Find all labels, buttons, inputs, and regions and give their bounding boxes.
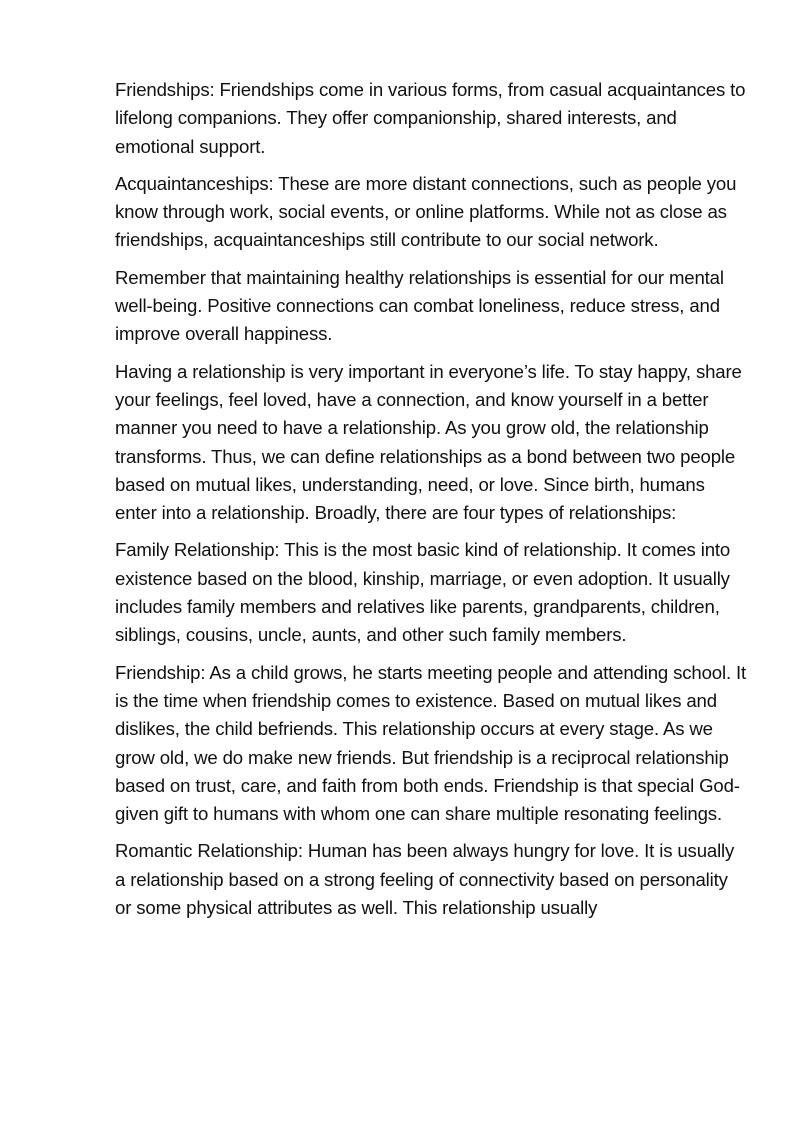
paragraph-healthy-relationships: Remember that maintaining healthy relationships is essential for our mental well-being. Positive connections can combat loneliness, reduce stress, and improve overall happiness. [115, 266, 724, 345]
paragraph-acquaintanceships: Acquaintanceships: These are more distant connections, such as people you know through work, social events, or online platforms. While not as close as friendships, acquaintanceships still contribute to our social network. [115, 172, 737, 251]
paragraph-friendship: Friendship: As a child grows, he starts meeting people and attending school. It is the time when friendship comes to existence. Based on mutual likes and dislikes, the child befriends. This relationship occurs at every stage. As we grow old, we do make new friends. But friendship is a reciprocal relationship based on trust, care, and faith from both ends. Friendship is that special God-given gift to humans with whom one can share multiple resonating feelings. [115, 661, 747, 825]
paragraph-family-relationship: Family Relationship: This is the most basic kind of relationship. It comes into existence based on the blood, kinship, marriage, or even adoption. It usually includes family members and relatives like parents, grandparents, children, siblings, cousins, uncle, aunts, and other such family members. [115, 539, 731, 646]
paragraph-romantic-relationship: Romantic Relationship: Human has been always hungry for love. It is usually a relationship based on a strong feeling of connectivity based on personality or some physical attributes as well. This relationship usually [115, 840, 735, 919]
document-body [115, 76, 747, 931]
paragraph-importance-of-relationships: Having a relationship is very important in everyone’s life. To stay happy, share your feelings, feel loved, have a connection, and know yourself in a better manner you need to have a relationship. As you grow old, the relationship transforms. Thus, we can define relationships as a bond between two people based on mutual likes, understanding, need, or love. Since birth, humans enter into a relationship. Broadly, there are four types of relationships: [115, 360, 742, 524]
paragraph-friendships: Friendships: Friendships come in various forms, from casual acquaintances to lifelong companions. They offer companionship, shared interests, and emotional support. [115, 79, 746, 157]
